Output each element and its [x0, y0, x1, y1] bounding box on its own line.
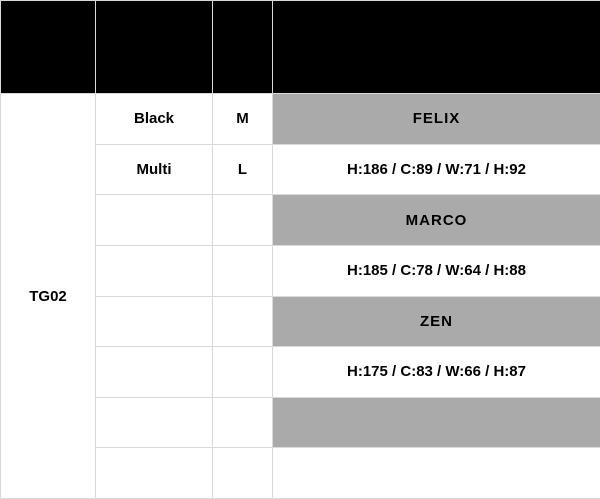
cell-model-name: ZEN: [273, 296, 600, 347]
cell-model-name: FELIX: [273, 94, 600, 145]
table-body: [1, 94, 600, 499]
cell-color: [96, 347, 213, 398]
cell-color: [96, 296, 213, 347]
cell-color: Black: [96, 94, 213, 145]
cell-model-measurements: H:185 / C:78 / W:64 / H:88: [273, 245, 600, 296]
cell-model-measurements: H:186 / C:89 / W:71 / H:92: [273, 144, 600, 195]
cell-model-measurements: [273, 448, 600, 499]
cell-color: Multi: [96, 144, 213, 195]
cell-model-name: [273, 397, 600, 448]
cell-size: [213, 245, 273, 296]
cell-color: [96, 448, 213, 499]
cell-size: [213, 296, 273, 347]
cell-size: M: [213, 94, 273, 145]
table-row: [1, 94, 600, 145]
cell-tg-value: TG02: [1, 94, 96, 499]
cell-size: [213, 397, 273, 448]
cell-size: [213, 347, 273, 398]
table-header-row: [1, 1, 600, 94]
column-header-tg: TG: [1, 1, 96, 94]
cell-model-measurements: H:175 / C:83 / W:66 / H:87: [273, 347, 600, 398]
cell-size: L: [213, 144, 273, 195]
cell-size: [213, 195, 273, 246]
cell-color: [96, 195, 213, 246]
cell-color: [96, 245, 213, 296]
column-header-size: Size: [213, 1, 273, 94]
cell-model-name: MARCO: [273, 195, 600, 246]
cell-size: [213, 448, 273, 499]
cell-color: [96, 397, 213, 448]
column-header-color: Color: [96, 1, 213, 94]
column-header-models: Models: [273, 1, 600, 94]
table-header: [1, 1, 600, 94]
